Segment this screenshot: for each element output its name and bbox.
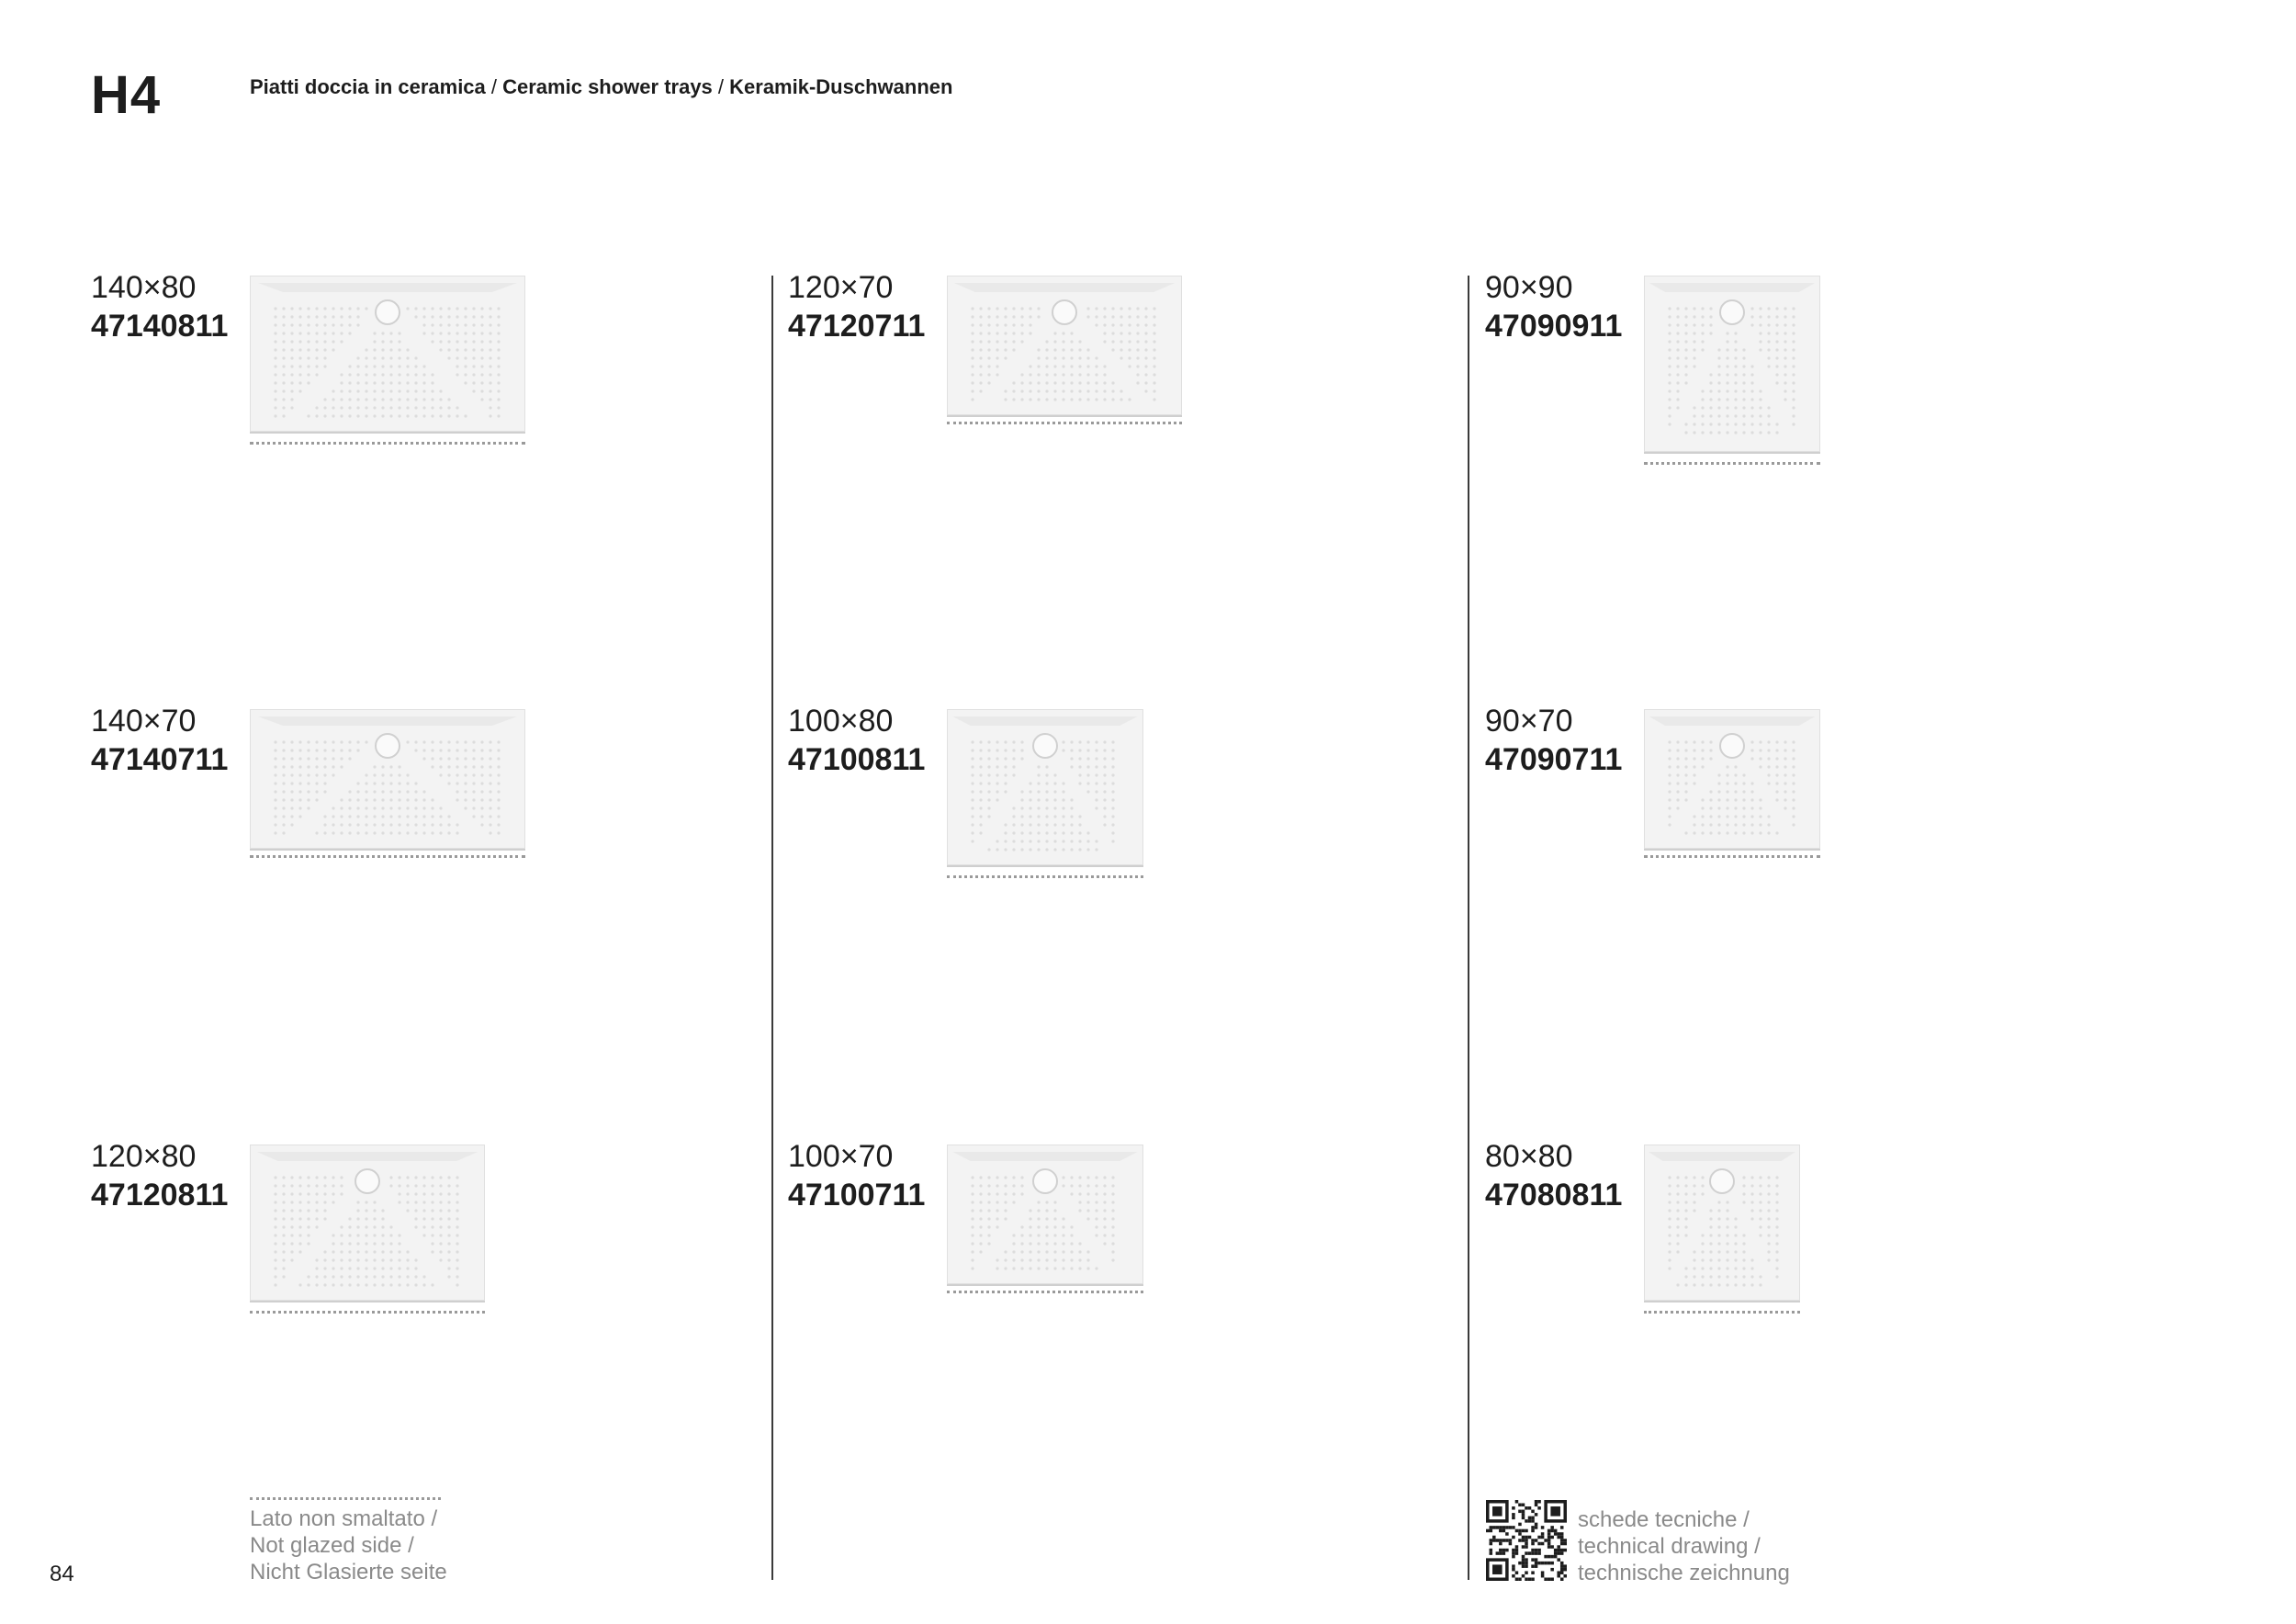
page-subtitle xyxy=(250,75,952,99)
product-size: 120×80 xyxy=(91,1139,197,1174)
column-divider xyxy=(1468,276,1469,1580)
legend-text-english: Not glazed side / xyxy=(250,1533,414,1558)
unglazed-side-line xyxy=(947,422,1182,424)
product-code: 47100711 xyxy=(788,1178,926,1212)
shower-tray-image xyxy=(1644,276,1820,456)
shower-tray-drawing xyxy=(1644,709,1820,852)
product-size: 90×90 xyxy=(1485,270,1573,305)
subtitle-italian: Piatti doccia in ceramica xyxy=(250,75,486,98)
product-code: 47090711 xyxy=(1485,742,1623,777)
product-code: 47120711 xyxy=(788,309,926,344)
legend-text-italian: Lato non smaltato / xyxy=(250,1506,438,1531)
product-code: 47140711 xyxy=(91,742,229,777)
shower-tray-image xyxy=(1644,1145,1800,1304)
unglazed-side-line xyxy=(250,1311,485,1314)
product-code: 47090911 xyxy=(1485,309,1623,344)
shower-tray-image xyxy=(947,709,1143,869)
product-size: 140×70 xyxy=(91,704,197,739)
subtitle-separator: / xyxy=(712,75,730,98)
column-divider xyxy=(771,276,773,1580)
unglazed-side-line xyxy=(1644,462,1820,465)
legend-text-german: Nicht Glasierte seite xyxy=(250,1560,447,1585)
shower-tray-drawing xyxy=(947,709,1143,869)
shower-tray-drawing xyxy=(250,709,525,852)
shower-tray-drawing xyxy=(1644,276,1820,456)
qr-code-drawing xyxy=(1486,1500,1567,1581)
unglazed-side-line xyxy=(947,875,1143,878)
product-size: 140×80 xyxy=(91,270,197,305)
shower-tray-image xyxy=(1644,709,1820,852)
shower-tray-drawing xyxy=(1644,1145,1800,1304)
unglazed-side-line xyxy=(947,1291,1143,1293)
unglazed-side-line xyxy=(250,855,525,858)
shower-tray-drawing xyxy=(947,1145,1143,1288)
product-size: 90×70 xyxy=(1485,704,1573,739)
shower-tray-image xyxy=(250,1145,485,1304)
shower-tray-image xyxy=(947,1145,1143,1288)
product-code: 47120811 xyxy=(91,1178,229,1212)
subtitle-separator: / xyxy=(485,75,503,98)
shower-tray-drawing xyxy=(250,276,525,435)
section-code: H4 xyxy=(91,65,162,125)
shower-tray-image xyxy=(250,276,525,435)
unglazed-side-line xyxy=(1644,1311,1800,1314)
qr-code-icon[interactable] xyxy=(1486,1500,1567,1585)
product-size: 120×70 xyxy=(788,270,894,305)
product-size: 80×80 xyxy=(1485,1139,1573,1174)
unglazed-side-line xyxy=(250,442,525,445)
shower-tray-drawing xyxy=(947,276,1182,419)
product-size: 100×70 xyxy=(788,1139,894,1174)
subtitle-german: Keramik-Duschwannen xyxy=(729,75,953,98)
unglazed-side-legend xyxy=(250,1497,447,1585)
product-code: 47100811 xyxy=(788,742,926,777)
technical-text-english: technical drawing / xyxy=(1578,1534,1761,1559)
technical-drawing-note xyxy=(1578,1506,1790,1586)
page-number: 84 xyxy=(50,1562,74,1586)
legend-dotted-line xyxy=(250,1497,441,1500)
product-code: 47080811 xyxy=(1485,1178,1623,1212)
subtitle-english: Ceramic shower trays xyxy=(502,75,713,98)
technical-text-german: technische zeichnung xyxy=(1578,1561,1790,1585)
shower-tray-image xyxy=(947,276,1182,419)
unglazed-side-line xyxy=(1644,855,1820,858)
technical-text-italian: schede tecniche / xyxy=(1578,1507,1750,1532)
product-code: 47140811 xyxy=(91,309,229,344)
shower-tray-image xyxy=(250,709,525,852)
shower-tray-drawing xyxy=(250,1145,485,1304)
product-size: 100×80 xyxy=(788,704,894,739)
